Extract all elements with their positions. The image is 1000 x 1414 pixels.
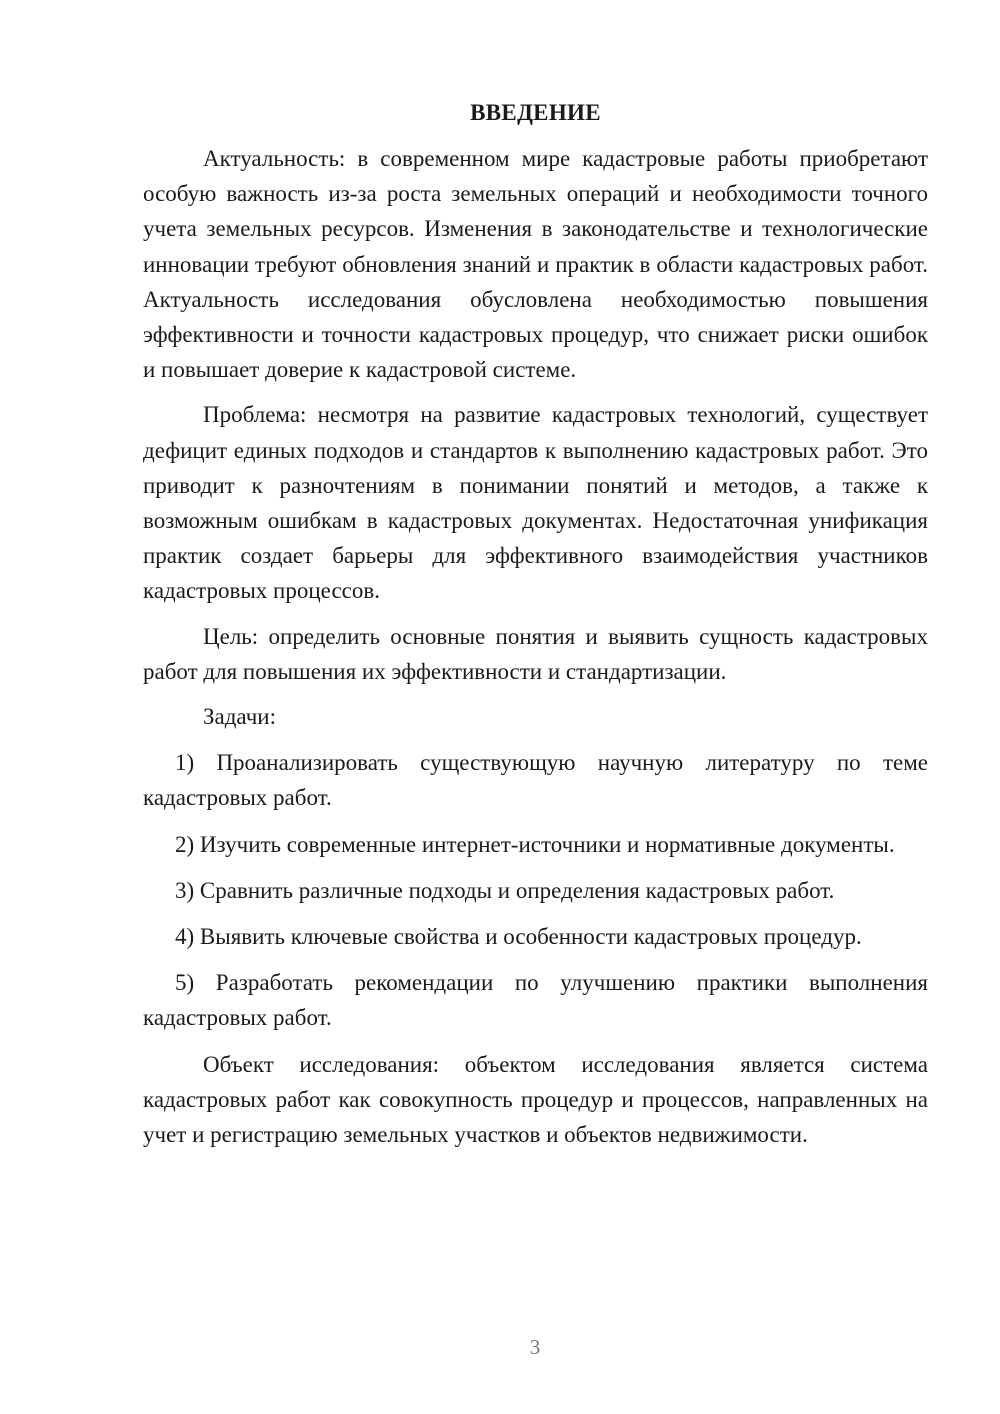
paragraph-object: Объект исследования: объектом исследования является система кадастровых работ как совокупность процедур и процессов, направленных на учет и регистрацию земельных участков и объектов недвижимости. [143,1051,928,1148]
task-item-1: 1) Проанализировать существующую научную литературу по теме кадастровых работ. [143,750,928,811]
task-item-5: 5) Разработать рекомендации по улучшению практики выполнения кадастровых работ. [143,970,928,1031]
page-number: 3 [529,1335,541,1359]
page-title: ВВЕДЕНИЕ [470,100,601,125]
document-body [143,141,928,1152]
task-item-3: 3) Сравнить различные подходы и определения кадастровых работ. [175,877,835,903]
task-item-4: 4) Выявить ключевые свойства и особенности кадастровых процедур. [175,924,862,950]
paragraph-goal: Цель: определить основные понятия и выявить сущность кадастровых работ для повышения их эффективности и стандартизации. [143,623,928,684]
paragraph-problem: Проблема: несмотря на развитие кадастровых технологий, существует дефицит единых подходов и стандартов к выполнению кадастровых работ. Это приводит к разночтениям в понимании понятий и методов, а также к возможным ошибкам в кадастровых документах. Недостаточная унификация практик создает барьеры для эффективного взаимодействия участников кадастровых процессов. [143,402,928,604]
paragraph-relevance: Актуальность: в современном мире кадастровые работы приобретают особую важность из-за роста земельных операций и необходимости точного учета земельных ресурсов. Изменения в законодательстве и технологические инновации требуют обновления знаний и практик в области кадастровых работ. Актуальность исследования обусловлена необходимостью повышения эффективности и точности кадастровых процедур, что снижает риски ошибок и повышает доверие к кадастровой системе. [143,146,928,383]
tasks-heading: Задачи: [203,704,276,730]
task-item-2: 2) Изучить современные интернет-источники и нормативные документы. [175,831,895,857]
